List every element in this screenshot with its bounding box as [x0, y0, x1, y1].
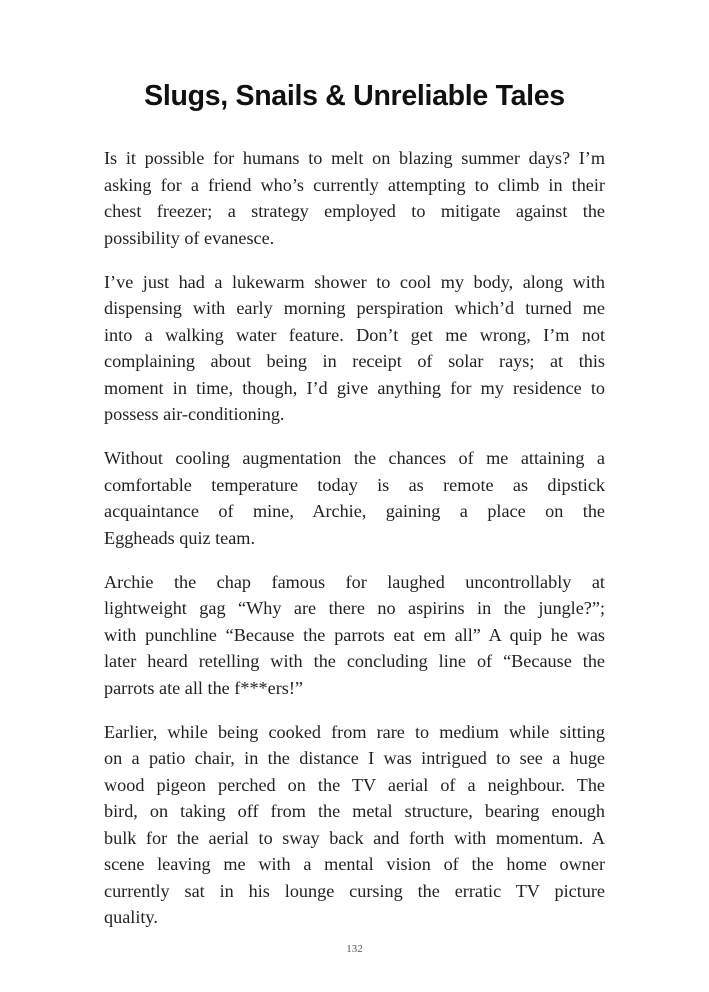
paragraph: [104, 719, 605, 931]
text-line: wood pigeon perched on the TV aerial of a neighbour. The: [104, 774, 605, 795]
text-line: asking for a friend who’s currently attempting to climb in their: [104, 174, 605, 195]
text-line: later heard retelling with the concluding line of “Because the: [104, 651, 605, 671]
text-line: into a walking water feature. Don’t get me wrong, I’m not: [104, 324, 605, 345]
text-line: moment in time, though, I’d give anything for my residence to: [104, 377, 605, 398]
chapter-title: Slugs, Snails & Unreliable Tales: [144, 80, 565, 112]
text-line: Eggheads quiz team.: [104, 527, 256, 548]
text-line: on a patio chair, in the distance I was intrigued to see a huge: [104, 748, 605, 768]
paragraph: [104, 569, 605, 702]
text-line: scene leaving me with a mental vision of the home owner: [104, 854, 605, 874]
page-number: 132: [346, 943, 363, 955]
body-text: [104, 145, 605, 948]
text-line: I’ve just had a lukewarm shower to cool my body, along with: [104, 271, 605, 292]
text-line: Archie the chap famous for laughed uncontrollably at: [104, 571, 605, 592]
text-line: lightweight gag “Why are there no aspirins in the jungle?”;: [104, 598, 605, 618]
paragraph: [104, 145, 605, 251]
paragraph: [104, 269, 605, 428]
text-line: with punchline “Because the parrots eat em all” A quip he was: [104, 624, 605, 645]
text-line: quality.: [104, 907, 158, 927]
text-line: complaining about being in receipt of solar rays; at this: [104, 351, 605, 371]
text-line: bird, on taking off from the metal structure, bearing enough: [104, 801, 605, 821]
text-line: possibility of evanesce.: [104, 227, 275, 248]
text-line: chest freezer; a strategy employed to mitigate against the: [104, 201, 605, 221]
text-line: Is it possible for humans to melt on blazing summer days? I’m: [104, 148, 605, 168]
text-line: comfortable temperature today is as remote as dipstick: [104, 474, 605, 495]
text-line: bulk for the aerial to sway back and forth with momentum. A: [104, 827, 605, 848]
text-line: Without cooling augmentation the chances of me attaining a: [104, 448, 605, 468]
text-line: parrots ate all the f***ers!”: [104, 677, 303, 698]
text-line: dispensing with early morning perspiration which’d turned me: [104, 298, 605, 318]
text-line: possess air-conditioning.: [104, 404, 285, 424]
text-line: acquaintance of mine, Archie, gaining a place on the: [104, 501, 605, 521]
text-line: Earlier, while being cooked from rare to medium while sitting: [104, 721, 605, 742]
text-line: currently sat in his lounge cursing the erratic TV picture: [104, 880, 605, 901]
paragraph: [104, 445, 605, 551]
